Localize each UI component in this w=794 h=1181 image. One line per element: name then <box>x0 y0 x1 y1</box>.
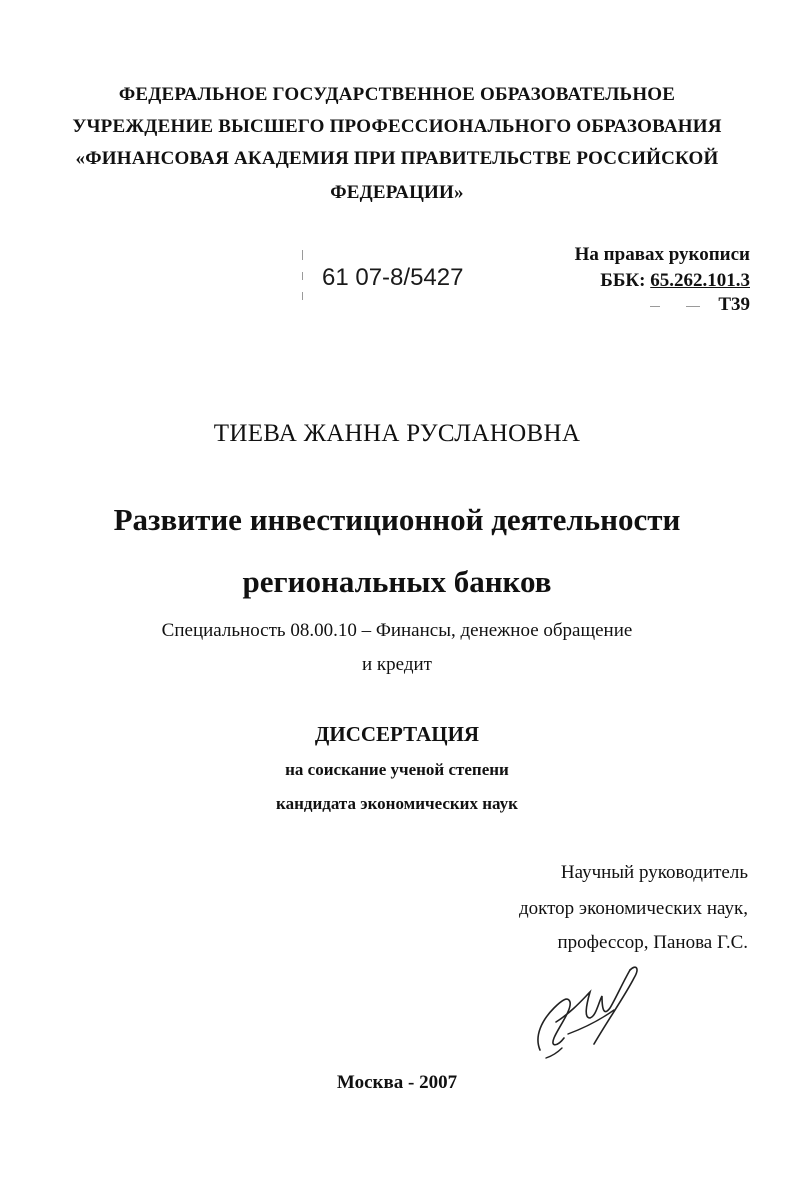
advisor-role: Научный руководитель <box>560 862 748 883</box>
place-and-year: Москва - 2007 <box>336 1072 458 1093</box>
scan-mark <box>686 306 700 307</box>
bbk-line <box>600 270 750 292</box>
advisor-degree: доктор экономических наук, <box>518 898 748 919</box>
author-mark: Т39 <box>718 294 750 315</box>
scan-mark <box>302 292 303 300</box>
institution-line-1: ФЕДЕРАЛЬНОЕ ГОСУДАРСТВЕННОЕ ОБРАЗОВАТЕЛЬНОЕ <box>118 84 676 105</box>
institution-line-3: «ФИНАНСОВАЯ АКАДЕМИЯ ПРИ ПРАВИТЕЛЬСТВЕ РОССИЙСКОЙ <box>75 148 719 169</box>
manuscript-rights: На правах рукописи <box>574 244 750 265</box>
library-stamp: 61 07-8/5427 <box>322 264 464 291</box>
specialty-line-1: Специальность 08.00.10 – Финансы, денежное обращение <box>161 620 633 641</box>
institution-line-2: УЧРЕЖДЕНИЕ ВЫСШЕГО ПРОФЕССИОНАЛЬНОГО ОБРАЗОВАНИЯ <box>72 116 722 137</box>
institution-line-4: ФЕДЕРАЦИИ» <box>330 182 464 203</box>
scan-mark <box>650 306 660 307</box>
author-name: ТИЕВА ЖАННА РУСЛАНОВНА <box>213 420 581 447</box>
bbk-code: 65.262.101.3 <box>650 270 750 291</box>
scan-mark <box>302 272 303 280</box>
specialty-line-2: и кредит <box>362 654 432 675</box>
degree-line-2: кандидата экономических наук <box>276 794 518 813</box>
dissertation-title-line-2: региональных банков <box>242 564 552 599</box>
bbk-label: ББК: <box>600 270 646 291</box>
degree-line-1: на соискание ученой степени <box>285 760 509 779</box>
signature <box>528 958 648 1068</box>
dissertation-heading: ДИССЕРТАЦИЯ <box>314 722 480 746</box>
scan-mark <box>302 250 303 260</box>
advisor-name: профессор, Панова Г.С. <box>557 932 748 953</box>
dissertation-title-line-1: Развитие инвестиционной деятельности <box>113 502 681 537</box>
